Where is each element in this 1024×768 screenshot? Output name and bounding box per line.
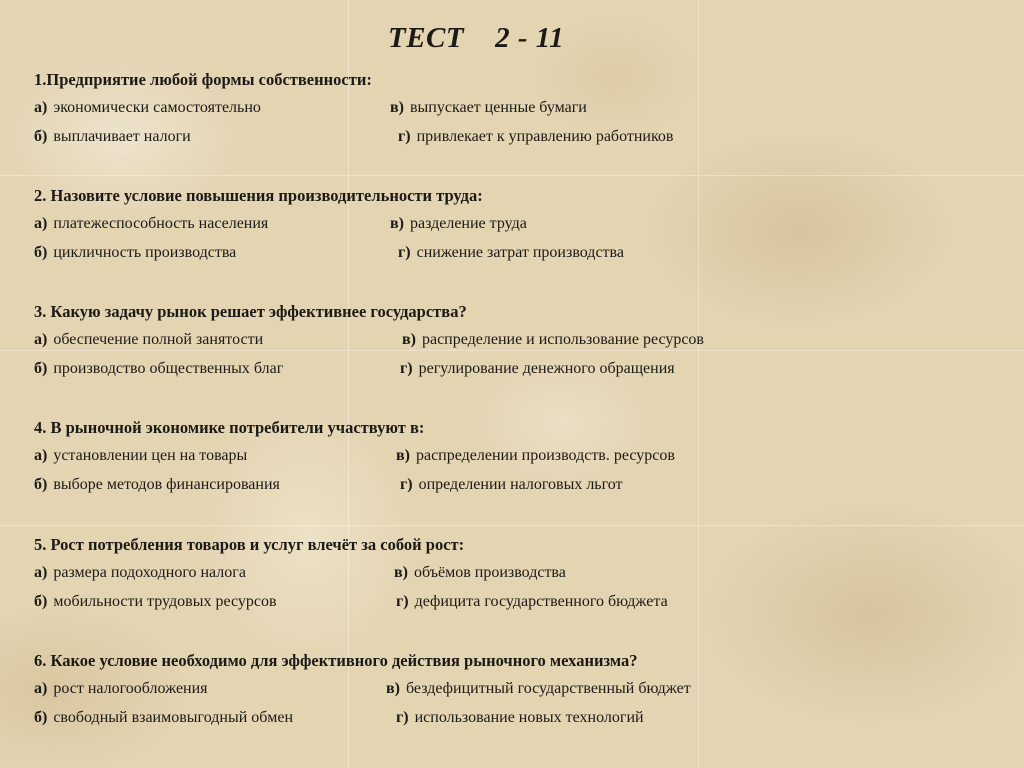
option-letter: в) <box>402 331 416 348</box>
option-letter: г) <box>396 593 409 610</box>
option-1b[interactable] <box>34 128 191 146</box>
option-5v[interactable] <box>394 564 566 582</box>
option-6a[interactable] <box>34 680 208 698</box>
option-letter: в) <box>394 564 408 581</box>
option-text: установлении цен на товары <box>53 447 248 464</box>
option-letter: б) <box>34 476 48 493</box>
option-6g[interactable] <box>396 709 644 727</box>
option-text: привлекает к управлению работников <box>416 128 674 145</box>
option-4b[interactable] <box>34 476 280 494</box>
option-6b[interactable] <box>34 709 293 727</box>
option-1a[interactable] <box>34 99 261 117</box>
option-text: объёмов производства <box>413 564 566 581</box>
option-4a[interactable] <box>34 447 247 465</box>
option-letter: б) <box>34 360 48 377</box>
option-letter: а) <box>34 680 48 697</box>
option-1g[interactable] <box>398 128 673 146</box>
option-letter: б) <box>34 709 48 726</box>
option-text: регулирование денежного обращения <box>418 360 675 377</box>
option-5b[interactable] <box>34 593 277 611</box>
option-text: дефицита государственного бюджета <box>414 593 668 610</box>
option-letter: г) <box>400 360 413 377</box>
question-2: 2. Назовите условие повышения производительности труда: <box>34 186 483 205</box>
option-3a[interactable] <box>34 331 263 349</box>
texture-line <box>698 0 699 768</box>
option-text: выборе методов финансирования <box>53 476 280 493</box>
question-5: 5. Рост потребления товаров и услуг влечёт за собой рост: <box>34 535 465 554</box>
option-text: выпускает ценные бумаги <box>409 99 587 116</box>
option-text: использование новых технологий <box>414 709 644 726</box>
texture-line <box>0 525 1024 526</box>
option-2b[interactable] <box>34 244 236 262</box>
option-text: разделение труда <box>409 215 527 232</box>
option-3b[interactable] <box>34 360 283 378</box>
option-text: бездефицитный государственный бюджет <box>405 680 691 697</box>
option-text: распределение и использование ресурсов <box>421 331 704 348</box>
option-text: мобильности трудовых ресурсов <box>53 593 277 610</box>
option-letter: в) <box>390 215 404 232</box>
option-2g[interactable] <box>398 244 624 262</box>
option-3v[interactable] <box>402 331 704 349</box>
option-letter: г) <box>396 709 409 726</box>
option-text: выплачивает налоги <box>53 128 191 145</box>
texture-line <box>0 175 1024 176</box>
option-text: распределении производств. ресурсов <box>415 447 675 464</box>
option-letter: в) <box>396 447 410 464</box>
option-text: рост налогообложения <box>53 680 208 697</box>
option-letter: а) <box>34 331 48 348</box>
option-letter: а) <box>34 564 48 581</box>
option-letter: а) <box>34 215 48 232</box>
option-letter: г) <box>398 244 411 261</box>
option-text: свободный взаимовыгодный обмен <box>53 709 294 726</box>
question-1: 1.Предприятие любой формы собственности: <box>34 70 372 89</box>
option-text: производство общественных благ <box>53 360 284 377</box>
option-letter: б) <box>34 244 48 261</box>
option-text: определении налоговых льгот <box>418 476 623 493</box>
option-1v[interactable] <box>390 99 587 117</box>
option-4g[interactable] <box>400 476 623 494</box>
question-3: 3. Какую задачу рынок решает эффективнее государства? <box>34 302 467 321</box>
option-2v[interactable] <box>390 215 527 233</box>
option-letter: б) <box>34 128 48 145</box>
texture-line <box>0 350 1024 351</box>
page-title: ТЕСТ 2 - 11 <box>388 22 565 54</box>
option-letter: а) <box>34 99 48 116</box>
option-letter: в) <box>390 99 404 116</box>
option-letter: г) <box>398 128 411 145</box>
option-letter: а) <box>34 447 48 464</box>
option-letter: б) <box>34 593 48 610</box>
option-text: обеспечение полной занятости <box>53 331 264 348</box>
option-3g[interactable] <box>400 360 675 378</box>
option-5g[interactable] <box>396 593 668 611</box>
option-2a[interactable] <box>34 215 268 233</box>
option-4v[interactable] <box>396 447 675 465</box>
option-text: размера подоходного налога <box>53 564 246 581</box>
option-text: снижение затрат производства <box>416 244 624 261</box>
option-text: экономически самостоятельно <box>53 99 261 116</box>
option-text: платежеспособность населения <box>53 215 269 232</box>
option-5a[interactable] <box>34 564 246 582</box>
question-6: 6. Какое условие необходимо для эффективного действия рыночного механизма? <box>34 651 638 670</box>
option-letter: г) <box>400 476 413 493</box>
option-6v[interactable] <box>386 680 691 698</box>
option-letter: в) <box>386 680 400 697</box>
question-4: 4. В рыночной экономике потребители участвуют в: <box>34 418 425 437</box>
option-text: цикличность производства <box>53 244 237 261</box>
